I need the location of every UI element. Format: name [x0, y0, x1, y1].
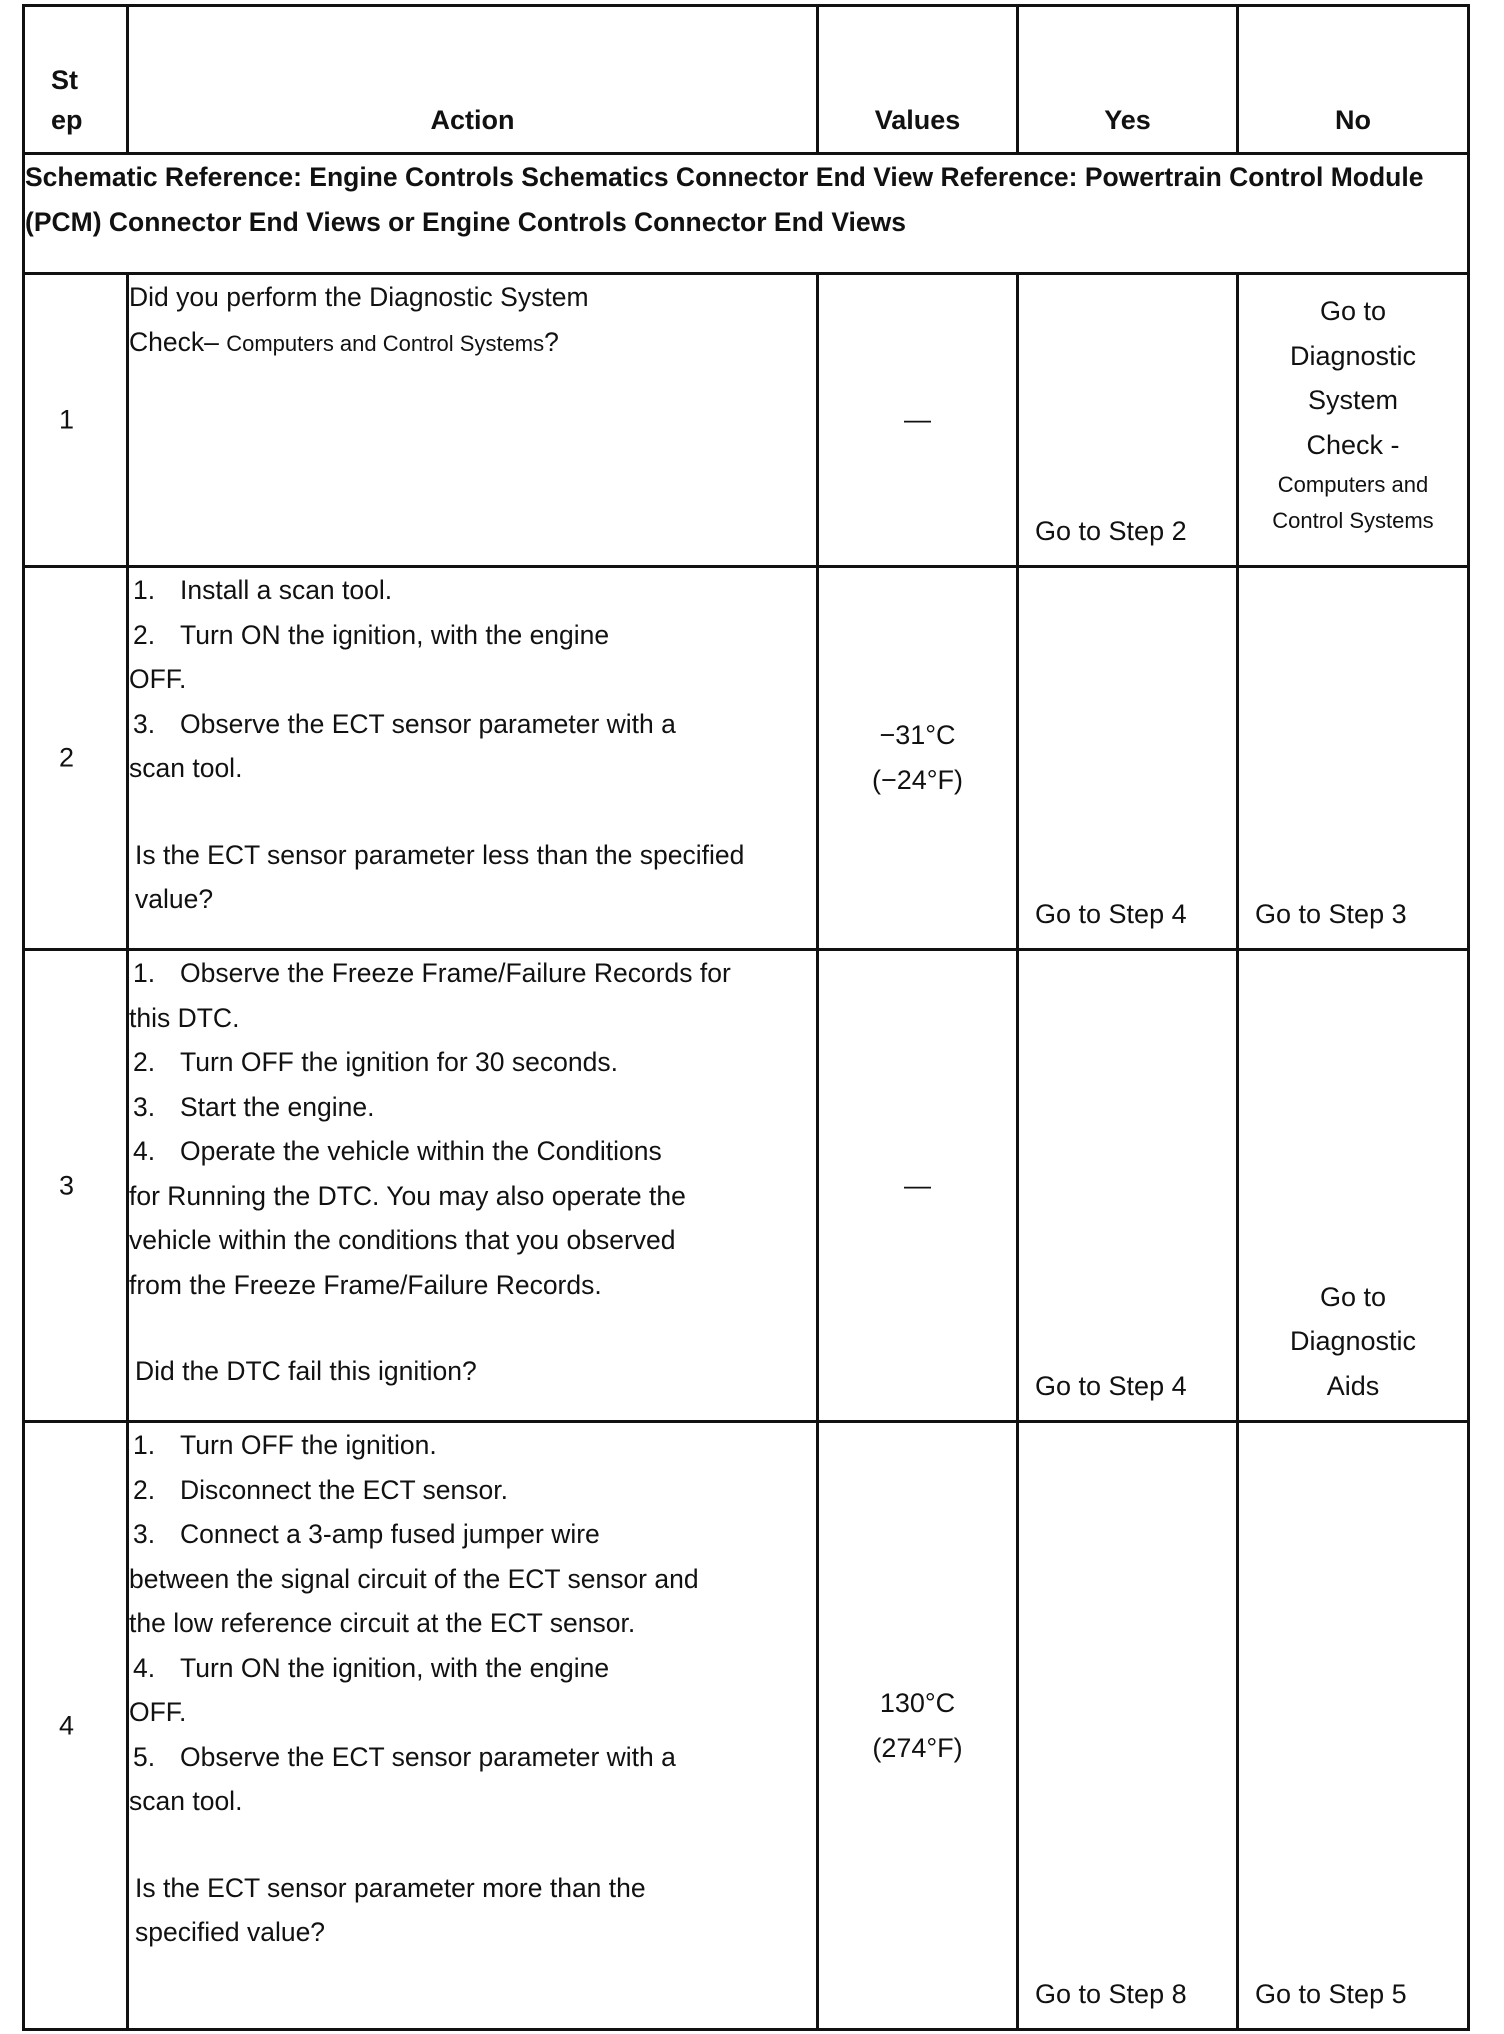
yes-cell	[1018, 950, 1238, 1422]
action-item	[129, 1423, 816, 1468]
value-cell	[818, 950, 1018, 1422]
item-number: 5.	[133, 1741, 156, 1772]
action-item	[129, 1735, 816, 1780]
step-number	[24, 1422, 128, 2030]
action-text-end: ?	[544, 326, 559, 357]
yes-link[interactable]: Go to Step 2	[1035, 516, 1187, 546]
value-line: (274°F)	[872, 1732, 963, 1763]
item-text: Connect a 3-amp fused jumper wire	[180, 1519, 600, 1549]
item-text: Turn OFF the ignition for 30 seconds.	[180, 1047, 618, 1077]
no-line: Diagnostic	[1289, 1326, 1417, 1356]
action-item	[129, 951, 816, 996]
yes-link[interactable]: Go to Step 4	[1035, 899, 1187, 929]
item-number: 4.	[133, 1136, 156, 1166]
item-number: 1.	[133, 1430, 156, 1460]
no-line: Check -	[1306, 429, 1400, 460]
step-number	[24, 950, 128, 1422]
no-link[interactable]: Go to Step 5	[1255, 1979, 1407, 2009]
header-action	[128, 6, 818, 154]
header-values	[818, 6, 1018, 154]
schematic-reference: Schematic Reference: Engine Controls Schematics Connector End View Reference: Powertrain Control Module (PCM) Connector End Views or Engine Controls Connector End Views	[24, 154, 1469, 274]
item-continuation: scan tool.	[129, 1786, 243, 1816]
action-text-small: Computers and	[226, 330, 383, 356]
table-row-step-3	[24, 950, 1469, 1422]
header-action-label: Action	[430, 105, 515, 135]
item-continuation: scan tool.	[129, 753, 243, 783]
yes-cell	[1018, 567, 1238, 950]
item-text: Turn ON the ignition, with the engine	[180, 619, 610, 650]
action-text-main: Check–	[129, 326, 227, 357]
value-cell	[818, 1422, 1018, 2030]
no-cell	[1238, 950, 1469, 1422]
item-text: Operate the vehicle within the Conditions	[180, 1136, 662, 1166]
no-line: System	[1307, 385, 1399, 415]
action-item	[129, 1129, 816, 1174]
header-step-label: St ep	[51, 65, 83, 135]
action-cell	[128, 274, 818, 567]
header-yes-label: Yes	[1104, 105, 1151, 135]
yes-link[interactable]: Go to Step 8	[1035, 1979, 1187, 2009]
value-text	[819, 713, 1016, 803]
step-number-label: 3	[59, 1170, 75, 1200]
item-number: 3.	[133, 708, 156, 739]
header-no	[1238, 6, 1469, 154]
item-continuation: this DTC.	[129, 1002, 240, 1033]
action-cell	[128, 950, 818, 1422]
no-line: Aids	[1326, 1370, 1380, 1401]
step-number	[24, 274, 128, 567]
header-row	[24, 6, 1469, 154]
table-row-step-4	[24, 1422, 1469, 2030]
item-number: 1.	[133, 575, 156, 605]
value-text: —	[904, 1170, 931, 1200]
no-line-small: Control Systems	[1272, 508, 1434, 533]
action-cell	[128, 567, 818, 950]
value-text	[819, 1681, 1016, 1771]
step-number-label: 1	[59, 404, 75, 435]
no-line: Go to	[1319, 1281, 1387, 1312]
item-text: Start the engine.	[180, 1091, 375, 1122]
action-item	[129, 1040, 816, 1085]
item-number: 4.	[133, 1652, 156, 1683]
item-text: Observe the ECT sensor parameter with a	[180, 1741, 676, 1772]
action-item	[129, 1512, 816, 1557]
item-number: 2.	[133, 1474, 156, 1505]
no-cell	[1238, 274, 1469, 567]
step-number-label: 2	[59, 742, 75, 773]
item-continuation: OFF.	[129, 664, 187, 694]
header-no-label: No	[1335, 105, 1371, 135]
no-line: Go to	[1319, 296, 1387, 326]
action-text-small-2: Control Systems	[382, 330, 545, 356]
action-question: Did the DTC fail this ignition?	[135, 1356, 477, 1386]
no-cell	[1238, 567, 1469, 950]
item-text: Observe the Freeze Frame/Failure Records for	[180, 958, 731, 988]
step-number	[24, 567, 128, 950]
value-line: 130°C	[879, 1687, 956, 1718]
step-number-label: 4	[59, 1710, 75, 1740]
action-text-line2	[129, 320, 816, 367]
action-item	[129, 1468, 816, 1513]
item-number: 3.	[133, 1519, 156, 1549]
action-item	[129, 702, 816, 747]
item-text: Install a scan tool.	[180, 575, 393, 605]
item-continuation: OFF.	[129, 1697, 187, 1727]
schematic-row	[24, 154, 1469, 274]
value-line: (−24°F)	[871, 765, 964, 795]
item-number: 2.	[133, 1047, 156, 1077]
yes-link[interactable]: Go to Step 4	[1035, 1371, 1187, 1401]
action-question: Is the ECT sensor parameter less than the specified value?	[135, 839, 745, 914]
no-line-small: Computers and	[1277, 472, 1429, 497]
no-link[interactable]	[1239, 289, 1467, 539]
item-continuation: between the signal circuit of the ECT sensor and the low reference circuit at the ECT sensor.	[129, 1563, 699, 1638]
item-text: Turn OFF the ignition.	[180, 1430, 437, 1460]
item-text: Observe the ECT sensor parameter with a	[180, 708, 676, 739]
action-item	[129, 613, 816, 658]
item-text: Turn ON the ignition, with the engine	[180, 1652, 610, 1683]
no-cell	[1238, 1422, 1469, 2030]
header-step	[24, 6, 128, 154]
value-cell	[818, 274, 1018, 567]
item-continuation: for Running the DTC. You may also operate the vehicle within the conditions that you observed from the Freeze Frame/Failure Records.	[129, 1180, 686, 1300]
no-link[interactable]: Go to Step 3	[1255, 899, 1407, 929]
action-item	[129, 1646, 816, 1691]
action-item	[129, 568, 816, 613]
value-cell	[818, 567, 1018, 950]
diagnostic-table	[22, 4, 1470, 2031]
value-line: −31°C	[879, 720, 956, 750]
action-text: Did you perform the Diagnostic System	[129, 282, 589, 312]
yes-cell	[1018, 274, 1238, 567]
action-cell	[128, 1422, 818, 2030]
action-question: Is the ECT sensor parameter more than the specified value?	[135, 1872, 646, 1947]
no-line: Diagnostic	[1289, 340, 1417, 371]
table-row-step-1	[24, 274, 1469, 567]
table-row-step-2	[24, 567, 1469, 950]
header-values-label: Values	[874, 105, 961, 135]
value-text: —	[904, 404, 931, 435]
action-item	[129, 1085, 816, 1130]
yes-cell	[1018, 1422, 1238, 2030]
item-text: Disconnect the ECT sensor.	[180, 1474, 508, 1505]
item-number: 3.	[133, 1091, 156, 1122]
item-number: 1.	[133, 958, 156, 988]
no-link[interactable]	[1239, 1275, 1467, 1409]
header-yes	[1018, 6, 1238, 154]
item-number: 2.	[133, 619, 156, 650]
